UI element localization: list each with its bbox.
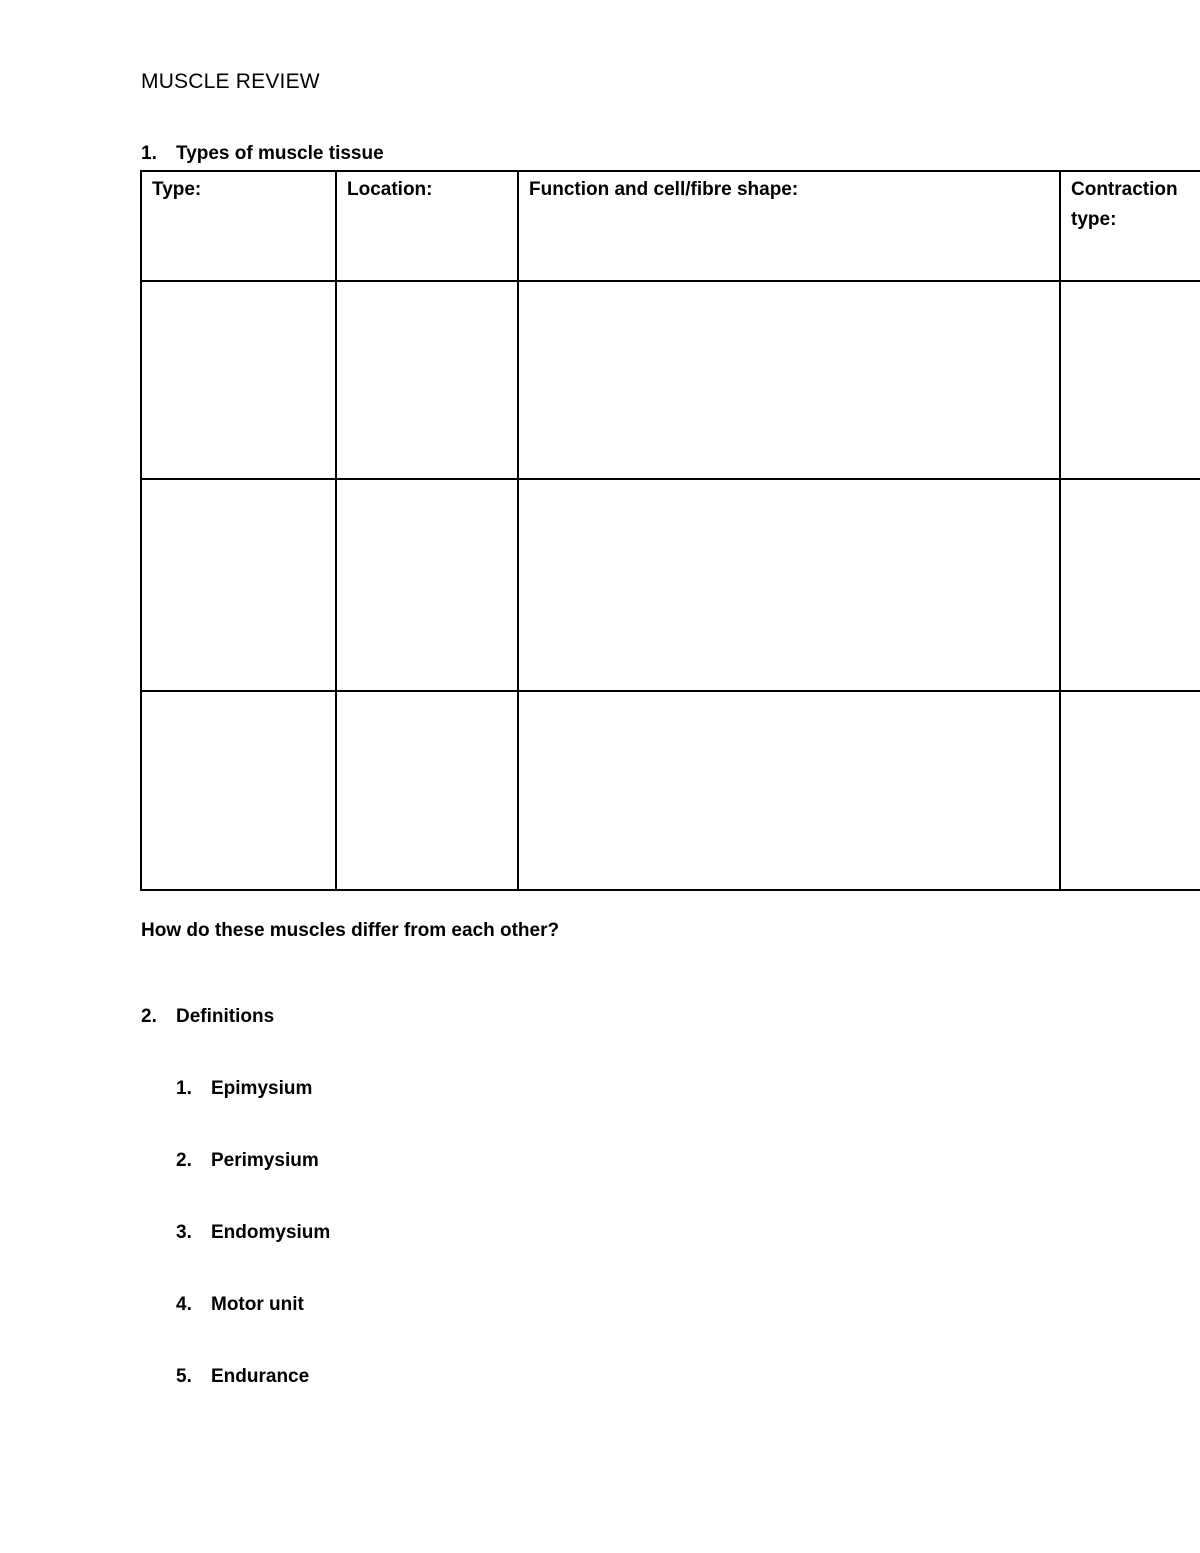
section-1-title: Types of muscle tissue	[176, 143, 384, 164]
item-number: 1.	[176, 1078, 192, 1099]
section-2-heading	[141, 1006, 274, 1028]
table-cell[interactable]	[1060, 479, 1200, 691]
table-cell[interactable]	[518, 281, 1060, 479]
item-number: 3.	[176, 1222, 192, 1243]
table-cell[interactable]	[1060, 691, 1200, 890]
page-title: MUSCLE REVIEW	[141, 70, 320, 93]
list-item	[176, 1150, 330, 1222]
table-cell[interactable]	[518, 479, 1060, 691]
header-function-shape: Function and cell/fibre shape:	[518, 171, 1060, 281]
table-cell[interactable]	[336, 479, 518, 691]
table-cell[interactable]	[141, 281, 336, 479]
item-number: 5.	[176, 1366, 192, 1387]
definition-term: Perimysium	[211, 1150, 319, 1171]
list-item	[176, 1294, 330, 1366]
header-location: Location:	[336, 171, 518, 281]
definition-term: Endurance	[211, 1366, 310, 1387]
item-number: 4.	[176, 1294, 192, 1315]
header-type: Type:	[141, 171, 336, 281]
comparison-question: How do these muscles differ from each other?	[141, 920, 560, 941]
table-cell[interactable]	[336, 281, 518, 479]
list-item	[176, 1366, 330, 1438]
table-row	[141, 479, 1200, 691]
table-cell[interactable]	[336, 691, 518, 890]
table-header-row	[141, 171, 1200, 281]
definition-term: Endomysium	[211, 1222, 331, 1243]
muscle-types-table	[140, 170, 1200, 891]
table-cell[interactable]	[518, 691, 1060, 890]
list-item	[176, 1078, 330, 1150]
table-cell[interactable]	[1060, 281, 1200, 479]
definition-term: Epimysium	[211, 1078, 313, 1099]
section-2-title: Definitions	[176, 1006, 275, 1027]
table-row	[141, 691, 1200, 890]
item-number: 2.	[176, 1150, 192, 1171]
table-cell[interactable]	[141, 691, 336, 890]
definitions-list	[176, 1078, 330, 1438]
table-cell[interactable]	[141, 479, 336, 691]
definition-term: Motor unit	[211, 1294, 304, 1315]
section-1-heading	[141, 143, 384, 165]
list-item	[176, 1222, 330, 1294]
table-row	[141, 281, 1200, 479]
section-2-number: 2.	[141, 1006, 157, 1027]
section-1-number: 1.	[141, 143, 157, 164]
header-contraction-type: Contraction type:	[1060, 171, 1200, 281]
